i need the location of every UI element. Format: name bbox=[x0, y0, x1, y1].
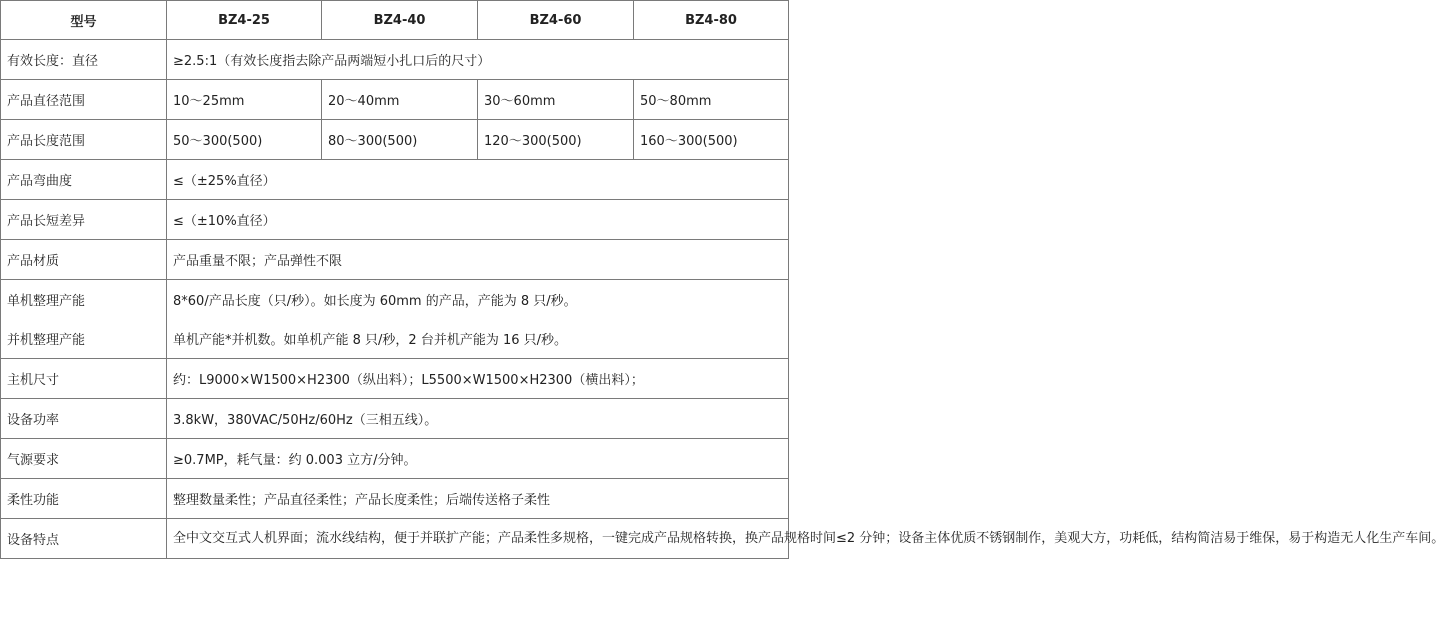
row-flexibility bbox=[1, 479, 789, 519]
row-value: 10～25mm bbox=[167, 80, 322, 120]
header-model-bz4-60: BZ4-60 bbox=[478, 1, 634, 40]
row-value: 单机产能*并机数。如单机产能 8 只/秒，2 台并机产能为 16 只/秒。 bbox=[167, 319, 789, 359]
row-value: 160～300(500) bbox=[634, 120, 789, 160]
row-label: 产品弯曲度 bbox=[1, 160, 167, 200]
row-value: 30～60mm bbox=[478, 80, 634, 120]
row-label: 产品长短差异 bbox=[1, 200, 167, 240]
row-label: 产品材质 bbox=[1, 240, 167, 280]
header-model-label: 型号 bbox=[1, 1, 167, 40]
row-value: 3.8kW，380VAC/50Hz/60Hz（三相五线）。 bbox=[167, 399, 789, 439]
row-label: 产品长度范围 bbox=[1, 120, 167, 160]
row-air bbox=[1, 439, 789, 479]
row-power bbox=[1, 399, 789, 439]
row-label: 单机整理产能 bbox=[1, 280, 167, 320]
row-label: 气源要求 bbox=[1, 439, 167, 479]
row-value: 120～300(500) bbox=[478, 120, 634, 160]
row-single-capacity bbox=[1, 280, 789, 320]
row-diameter-range bbox=[1, 80, 789, 120]
row-value: 约：L9000×W1500×H2300（纵出料）；L5500×W1500×H2300（横出料）； bbox=[167, 359, 789, 399]
header-model-bz4-80: BZ4-80 bbox=[634, 1, 789, 40]
row-value: ≤（±25%直径） bbox=[167, 160, 789, 200]
row-value: 产品重量不限；产品弹性不限 bbox=[167, 240, 789, 280]
row-label: 并机整理产能 bbox=[1, 319, 167, 359]
row-parallel-capacity bbox=[1, 319, 789, 359]
row-curvature bbox=[1, 160, 789, 200]
row-value: 50～80mm bbox=[634, 80, 789, 120]
row-value: 整理数量柔性；产品直径柔性；产品长度柔性；后端传送格子柔性 bbox=[167, 479, 789, 519]
row-value: 80～300(500) bbox=[322, 120, 478, 160]
row-value: 20～40mm bbox=[322, 80, 478, 120]
row-value: ≥0.7MP，耗气量：约 0.003 立方/分钟。 bbox=[167, 439, 789, 479]
row-length-range bbox=[1, 120, 789, 160]
row-material bbox=[1, 240, 789, 280]
row-label: 设备功率 bbox=[1, 399, 167, 439]
row-value: 8*60/产品长度（只/秒）。如长度为 60mm 的产品，产能为 8 只/秒。 bbox=[167, 280, 789, 320]
row-label: 主机尺寸 bbox=[1, 359, 167, 399]
row-label: 设备特点 bbox=[1, 519, 167, 559]
row-label: 柔性功能 bbox=[1, 479, 167, 519]
row-label: 有效长度：直径 bbox=[1, 40, 167, 80]
header-model-bz4-40: BZ4-40 bbox=[322, 1, 478, 40]
row-value: ≥2.5:1（有效长度指去除产品两端短小扎口后的尺寸） bbox=[167, 40, 789, 80]
row-label: 产品直径范围 bbox=[1, 80, 167, 120]
row-value: 50～300(500) bbox=[167, 120, 322, 160]
row-effective-length bbox=[1, 40, 789, 80]
row-value: ≤（±10%直径） bbox=[167, 200, 789, 240]
row-dimensions bbox=[1, 359, 789, 399]
row-value: 全中文交互式人机界面；流水线结构，便于并联扩产能；产品柔性多规格，一键完成产品规格转换，换产品规格时间≤2 分钟；设备主体优质不锈钢制作，美观大方，功耗低，结构简洁易于维保，易于构造无人化生产车间。 bbox=[167, 519, 789, 559]
row-length-diff bbox=[1, 200, 789, 240]
row-features bbox=[1, 519, 789, 559]
header-row bbox=[1, 1, 789, 40]
header-model-bz4-25: BZ4-25 bbox=[167, 1, 322, 40]
